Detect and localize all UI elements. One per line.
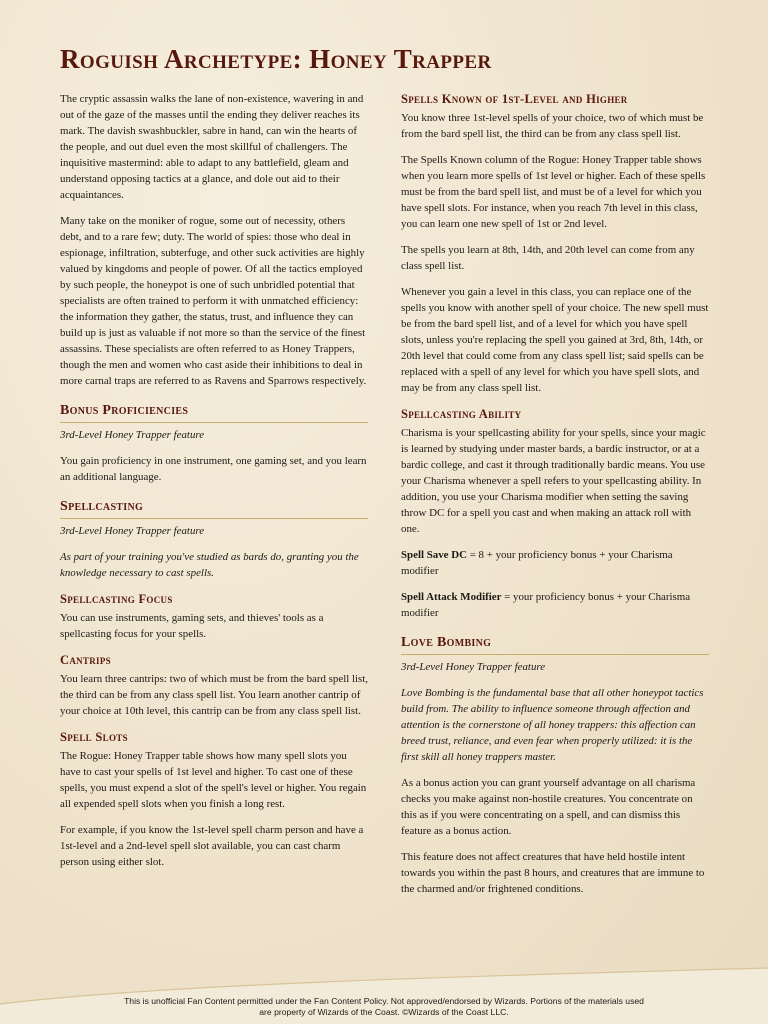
bonus-proficiencies-feature-level: 3rd-Level Honey Trapper feature: [60, 429, 205, 441]
spell-attack-modifier-formula: = your proficiency bonus + your Charisma modifier: [401, 591, 691, 619]
spellcasting-ability-heading: Spellcasting Ability: [401, 407, 522, 421]
intro-paragraph-1: The cryptic assassin walks the lane of non-existence, wavering in and out of the gaze of the masses until the ending they deliver reaches its mark. The davish swashbuckler, sabre in hand, can win the hearts of the people, and out duel even the most skillful of challengers. The inquisitive mastermind: able to adapt to any battlefield, gleam and understand opposing tactics at a glance, and dole out aid to their acquaintances.: [60, 93, 364, 201]
love-bombing-feature-level: 3rd-Level Honey Trapper feature: [401, 661, 546, 673]
right-column: [401, 91, 709, 907]
intro-paragraph-2: Many take on the moniker of rogue, some out of necessity, others debt, and to a rare few; duty. The world of spies: those who deal in espionage, infiltration, subterfuge, and other suck activities are highly valued by kingdoms and people of power. Of all the tactics employed by such people, the honeypot is one of such unbridled potential that specialists are often trained to perform it with unmatched efficiency: the information they gather, the status, trust, and influence they can build up is just as valuable if not more so than the service of the finest assassins. These specialists are often referred to as Honey Trappers, though the men and women who cast aside their inhibitions to deal in more carnal traps are referred to as Ravens and Sparrows respectively.: [60, 215, 367, 387]
spellcasting-text: As part of your training you've studied as bards do, granting you the knowledge necessary to cast spells.: [60, 551, 359, 579]
footer-legal-text: [40, 996, 728, 1018]
spell-save-dc-formula: = 8 + your proficiency bonus + your Charisma modifier: [401, 549, 673, 577]
left-column: [60, 91, 368, 880]
spells-known-text-4: Whenever you gain a level in this class, you can replace one of the spells you know with another spell of your choice. The new spell must be from the bard spell list, and of a level for which you have spell slots, unless you're replacing the spell you gained at 3rd, 8th, 14th, or 20th level that could come from any class spell list; said spells can be replaced with a spell of any level for which you have spell slots, and may be from any class spell list.: [401, 286, 709, 394]
bonus-proficiencies-text: You gain proficiency in one instrument, one gaming set, and you learn an additional language.: [60, 455, 367, 483]
spells-known-heading: Spells Known of 1st-Level and Higher: [401, 92, 628, 106]
footer-line-2: are property of Wizards of the Coast. ©Wizards of the Coast LLC.: [259, 1007, 509, 1017]
spells-known-text-2: The Spells Known column of the Rogue: Honey Trapper table shows when you learn more spells of 1st level or higher. Each of these spells must be from the bard spell list, and must be of a level for which you have spell slots. For instance, when you reach 7th level in this class, you can learn one new spell of 1st or 2nd level.: [401, 154, 706, 230]
spells-known-text-1: You know three 1st-level spells of your choice, two of which must be from the bard spell list, the third can be from any class spell list.: [401, 112, 704, 140]
love-bombing-text-1: As a bonus action you can grant yourself advantage on all charisma checks you make against non-hostile creatures. You concentrate on this as if you were concentrating on a spell, and can dismiss this feature as a bonus action.: [401, 777, 696, 837]
spell-attack-modifier-label: Spell Attack Modifier: [401, 591, 502, 603]
spell-slots-heading: Spell Slots: [60, 730, 128, 744]
spell-attack-modifier: [401, 589, 709, 621]
bonus-proficiencies-heading: Bonus Proficiencies: [60, 402, 368, 423]
spellcasting-heading: Spellcasting: [60, 498, 368, 519]
spellcasting-focus-text: You can use instruments, gaming sets, and thieves' tools as a spellcasting focus for your spells.: [60, 612, 324, 640]
love-bombing-text-2: This feature does not affect creatures that have held hostile intent towards you within the past 8 hours, and creatures that are immune to the charmed and/or frightened conditions.: [401, 851, 705, 895]
spell-save-dc: [401, 547, 709, 579]
spellcasting-feature-level: 3rd-Level Honey Trapper feature: [60, 525, 205, 537]
spells-known-text-3: The spells you learn at 8th, 14th, and 20th level can come from any class spell list.: [401, 244, 695, 272]
spellcasting-focus-heading: Spellcasting Focus: [60, 592, 173, 606]
spellcasting-ability-text: Charisma is your spellcasting ability for your spells, since your magic is learned by studying under master bards, a bardic instructor, or at a bardic college, and cast it through traditionally bardic means. You use your Charisma whenever a spell refers to your spellcasting ability. In addition, you use your Charisma modifier when setting the saving throw DC for a spell you cast and when making an attack roll with one.: [401, 427, 706, 535]
page-title: Roguish Archetype: Honey Trapper: [60, 44, 492, 74]
spell-slots-text-1: The Rogue: Honey Trapper table shows how many spell slots you have to cast your spells of 1st level and higher. To cast one of these spells, you must expend a slot of the spell's level or higher. You regain all expended spell slots when you finish a long rest.: [60, 750, 367, 810]
cantrips-heading: Cantrips: [60, 653, 111, 667]
cantrips-text: You learn three cantrips: two of which must be from the bard spell list, the third can be from any class spell list. You learn another cantrip of your choice at 10th level, this cantrip can be from any class spell list.: [60, 673, 369, 717]
spell-save-dc-label: Spell Save DC: [401, 549, 467, 561]
footer-line-1: This is unofficial Fan Content permitted under the Fan Content Policy. Not approved/endorsed by Wizards. Portions of the materials used: [124, 996, 644, 1006]
love-bombing-flavor-text: Love Bombing is the fundamental base that all other honeypot tactics build from. The ability to influence someone through affection and attention is the cornerstone of all honey trappers: this affection can breed trust, reliance, and even fear when properly utilized: it is the first skill all honey trappers master.: [401, 687, 704, 763]
love-bombing-heading: Love Bombing: [401, 634, 709, 655]
spell-slots-text-2: For example, if you know the 1st-level spell charm person and have a 1st-level and a 2nd-level spell slot available, you can cast charm person using either slot.: [60, 824, 364, 868]
